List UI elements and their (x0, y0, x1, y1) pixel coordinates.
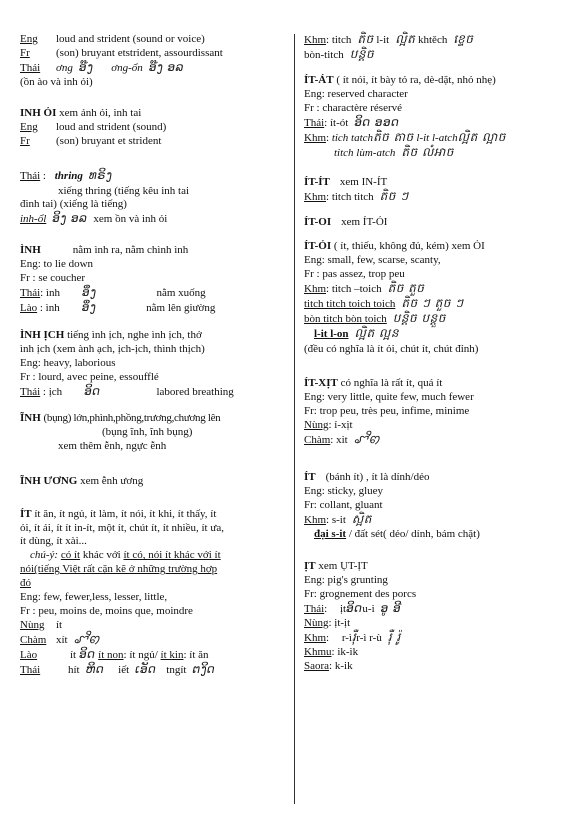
gloss: (ồn ào và inh ỏi) (20, 76, 93, 89)
lang-label: Chàm (20, 634, 47, 647)
transliteration: đại s-it (314, 527, 347, 540)
entry-inh: ÌNH nằm ình ra, nằm chình ình Eng: to lie down Fr : se coucher Thái: ình ອິ່ງ nằm xuống Lào : ình ອິ່ງ nằm lên giường (20, 244, 288, 315)
entry-it-khmer-continuation: Khm: titch តិច l-it ល្អិត khtěch ខ្ទេច bòn-titch បន្តិច (304, 32, 474, 62)
transliteration: titch –toich (331, 283, 382, 296)
entry-continuation (20, 33, 288, 89)
definition: xem ÍT-ỎI (341, 215, 388, 228)
gloss: Fr: trop peu, très peu, infime, minime (304, 405, 470, 418)
column-divider (294, 34, 295, 804)
thai-script: ເອັດ (135, 662, 157, 677)
transliteration: ịt (339, 603, 347, 616)
khmer-script: តិច ៗ (379, 188, 409, 203)
transliteration: ình (45, 302, 60, 315)
headword: ỊT (304, 560, 316, 573)
transliteration: l-it l-on (314, 328, 349, 341)
transliteration: ỉ-xịt (334, 419, 353, 431)
entry-it-xit: ÍT-XỊT có nghĩa là rất ít, quá ít Eng: very little, quite few, much fewer Fr: trop peu, très peu, infime, minime Nùng: ỉ-xịt Chàm: xit ꨧꨪꩅ (304, 377, 562, 447)
khmer-script: តិច ៗ តួច ៗ (401, 296, 464, 311)
lang-label: Thái (304, 117, 325, 129)
definition: xem IN-ÍT (339, 175, 388, 188)
entry-it-it: ÍT-ÍT xem IN-ÍT Khm: titch titch តិច ៗ (304, 175, 409, 203)
headword: ÍT (304, 470, 316, 483)
transliteration: thring (54, 170, 83, 183)
thai-script: ຕງິດ (192, 662, 216, 677)
note-text: có ít (60, 549, 81, 562)
entry-inh-bung (20, 412, 288, 453)
transliteration: ịt-ịt (334, 617, 351, 630)
gloss: Fr : se coucher (20, 272, 86, 285)
transliteration: ơng-ổn (111, 62, 143, 75)
transliteration: ơng (56, 62, 73, 75)
gloss: xem ồn và inh ỏi (93, 213, 168, 226)
definition: (bánh ít) , ít là dính/dẻo (325, 470, 430, 483)
transliteration: xit (336, 433, 348, 446)
transliteration: bòn titch bòn toich (304, 313, 387, 326)
headword: ÍT-OI (304, 215, 332, 228)
definition: ít dùng, ít xài... (20, 535, 87, 548)
gloss: đinh tai) (xiếng là tiếng) (20, 198, 127, 211)
transliteration: ít non (98, 649, 124, 662)
gloss: nằm lên giường (146, 302, 216, 315)
gloss: : ít ngủ/ (123, 649, 158, 662)
gloss: Eng: heavy, laborious (20, 356, 116, 369)
definition: ít ăn, ít ngủ, ít làm, ít nói, ít khi, ít thấy, ít (34, 507, 217, 520)
thai-script: ອູ ອີ (380, 601, 402, 616)
headword: ÍT-ÁT (304, 74, 334, 87)
gloss: Fr : peu, moins de, moins que, moindre (20, 605, 193, 618)
khmer-script: ស្អិត (351, 511, 372, 526)
note-text: đó (20, 577, 31, 590)
headword: ÌNH ỊCH (20, 328, 65, 341)
right-column (304, 32, 562, 683)
lang-label: Khm (304, 190, 326, 203)
khmer-script: រ៉ឺ (351, 630, 357, 645)
lang-label: Khm (304, 632, 326, 645)
thai-script: ທຣິງ (88, 168, 113, 183)
transliteration: ik-ik (337, 646, 359, 659)
transliteration: titch titch (331, 190, 374, 203)
definition: ( ít nói, ít bày tỏ ra, dè-dặt, nhỏ nhẹ) (336, 74, 496, 87)
gloss: xiếng thring (tiếng kêu inh tai (58, 184, 190, 197)
gloss: (bụng ĩnh, ĩnh bụng) (102, 426, 193, 439)
definition: tiếng ình ịch, nghe ình ịch, thở (67, 328, 202, 341)
khmer-script: រ៉ឺ រ៉ូ (387, 630, 401, 645)
headword: ĨNH ƯƠNG (20, 474, 78, 487)
entry-it-banh: ÍT (bánh ít) , ít là dính/dẻo Eng: sticky, gluey Fr: collant, gluant Khm: s-it ស្អិត đại s-it / đất sét( dẻo/ dính, bám chặt) (304, 471, 562, 541)
headword: ÍT-XỊT (304, 377, 338, 390)
gloss: Fr: collant, gluant (304, 498, 383, 511)
entry-it (20, 508, 288, 677)
transliteration: bòn-titch (304, 49, 344, 62)
transliteration: u-i (362, 603, 375, 616)
thai-script: ຫິດ (85, 662, 105, 677)
gloss: (son) bruyant etstrident, assourdissant (56, 47, 223, 60)
transliteration: ịch (48, 385, 63, 398)
transliteration: ình (45, 287, 61, 299)
transliteration: tngít (166, 664, 187, 677)
cham-script: ꨧꨪꩅ (73, 632, 100, 647)
gloss: Fr : lourd, avec peine, essoufflé (20, 370, 159, 383)
lang-label: Lào (20, 649, 38, 662)
entry-it-pig: ỊT xem ỤT-ỊT Eng: pig's grunting Fr: grognement des porcs Thái: ịtອິດu-i ອູ ອີ Nùng: ịt-ịt Khm: r-ìរ៉ឺr-ì r-ù រ៉ឺ រ៉ូ Khmu: ik-ik Saora: k-ik (304, 560, 562, 673)
lao-script: ອິດ (79, 647, 96, 662)
lang-label: inh-ổl (20, 213, 47, 226)
transliteration: iết (118, 664, 130, 677)
definition: ỏi, ít ái, ít ít in-ít, một ít, chút ít, ít nhiều, ít ưa, (20, 521, 224, 534)
entry-it-at: ÍT-ÁT ( ít nói, ít bày tỏ ra, dè-dặt, nhỏ nhẹ) Eng: reserved character Fr : charactère réservé Thái: ít-ót ອິດ ອອດ Khm: tich tatchតិច តាច l-it l-atchល្អិត ល្អាច titch lùm-atch តិច លំអាច (304, 74, 562, 160)
gloss: Eng: very little, quite few, much fewer (304, 391, 474, 404)
thai-script: ອິດ (346, 601, 363, 616)
lang-label: Fr (20, 134, 30, 147)
khmer-script: ល្អិត ល្អាច (457, 130, 506, 145)
gloss: Fr : charactère réservé (304, 102, 403, 115)
gloss: ình ịch (xem ành ạch, ịch-ịch, thình thịch) (20, 342, 205, 355)
lang-label: Fr (20, 47, 30, 60)
gloss: Eng: small, few, scarse, scanty, (304, 254, 441, 267)
lang-label: Nùng (20, 619, 45, 632)
gloss: nằm xuống (156, 287, 206, 299)
khmer-script: តិច លំអាច (401, 145, 454, 160)
note-label: chú-ý: (30, 549, 59, 562)
transliteration: tich tatch (331, 132, 374, 145)
transliteration: titch lùm-atch (334, 147, 396, 160)
gloss: Eng: sticky, gluey (304, 484, 384, 497)
lang-label: Thái (20, 385, 41, 398)
lang-label: Thái (20, 287, 41, 299)
khmer-script: ល្អិត (395, 32, 416, 47)
lang-label: Eng (20, 33, 38, 46)
thai-script: ອິງ ອລ (52, 211, 88, 226)
lang-label: Khm (304, 34, 326, 47)
khmer-script: បន្តិច បន្តួច (392, 311, 446, 326)
headword: INH ỎI (20, 106, 57, 119)
thai-script: ອິ່ງ (82, 285, 97, 299)
note-text: khác với (82, 549, 121, 562)
lang-label: Eng (20, 120, 38, 133)
gloss: Fr : pas assez, trop peu (304, 268, 405, 281)
transliteration: k-ik (334, 660, 353, 673)
gloss: Eng: to lie down (20, 258, 94, 271)
definition: xem ỤT-ỊT (318, 560, 368, 573)
entry-inh-ich: ÌNH ỊCH tiếng ình ịch, nghe ình ịch, thở ình ịch (xem ành ạch, ịch-ịch, thình thịch) Eng: heavy, laborious Fr : lourd, avec peine, essoufflé Thái : ịch ອິດ labored breathing (20, 329, 288, 399)
lang-label: Thái (20, 170, 41, 183)
thai-script: ອ໊ງ (78, 60, 94, 75)
lang-label: Khm (304, 132, 326, 145)
headword: ÌNH (20, 244, 41, 257)
entry-it-oi-ref (304, 216, 562, 229)
transliteration: r-ì (341, 632, 352, 645)
transliteration: ít-ót (329, 117, 349, 129)
definition: xem ảnh ỏi, inh tai (59, 106, 142, 119)
cham-script: ꨧꨪꩅ (353, 431, 380, 446)
lang-label: Saora (304, 660, 330, 673)
khmer-script: បន្តិច (349, 47, 375, 62)
entry-inh-uong (20, 475, 288, 488)
definition: có nghĩa là rất ít, quá ít (340, 377, 443, 390)
transliteration: khtěch (418, 34, 448, 47)
lang-label: Chàm (304, 433, 331, 446)
note-text: ít có, nói ít khác với ít (123, 549, 221, 562)
gloss: Eng: reserved character (304, 88, 408, 101)
transliteration: ít kin (160, 649, 184, 662)
transliteration: hít (68, 664, 80, 677)
gloss: loud and strident (sound) (56, 120, 167, 133)
gloss: Eng: pig's grunting (304, 574, 388, 587)
gloss: loud and strident (sound or voice) (56, 33, 205, 46)
lang-label: Nùng (304, 419, 329, 431)
headword: ÍT-ỎI (304, 240, 332, 253)
lang-label: Khm (304, 513, 326, 526)
transliteration: l-it (376, 34, 390, 47)
thai-script: ອິດ (84, 383, 101, 398)
thai-script: ອິດ ອອດ (354, 115, 400, 129)
headword: ĨNH (20, 412, 41, 425)
transliteration: titch (331, 34, 352, 47)
khmer-script: តិច (357, 32, 374, 47)
lang-label: Nùng (304, 617, 329, 630)
lang-label: Thái (20, 62, 41, 75)
transliteration: s-it (331, 513, 346, 526)
thai-script: ອ໊ງ ອລ (148, 60, 184, 75)
headword: ÍT (20, 507, 32, 520)
lang-label: Khm (304, 283, 326, 296)
transliteration: r-ì r-ù (356, 632, 382, 645)
gloss: xem thêm ễnh, ngực ễnh (58, 440, 167, 453)
left-column (20, 32, 288, 687)
gloss: (đều có nghĩa là ít ỏi, chút ít, chút đỉnh) (304, 342, 479, 355)
lang-label: Khmu (304, 646, 332, 659)
gloss: / đất sét( dẻo/ dính, bám chặt) (348, 527, 480, 540)
headword: ÍT-ÍT (304, 175, 330, 188)
definition: xem ễnh ương (80, 474, 144, 487)
khmer-script: ល្អិត ល្អន (354, 326, 399, 341)
khmer-script: តិច តាច (373, 130, 414, 145)
gloss: Fr: grognement des porcs (304, 588, 417, 601)
gloss: : ít ăn (183, 649, 209, 662)
transliteration: ít (70, 649, 77, 662)
entry-inh-oi (20, 107, 288, 148)
transliteration: titch titch toich toich (304, 298, 396, 311)
transliteration: ít (56, 619, 63, 632)
note-text: nói(tiếng Việt rất cặn kẽ ở những trường hợp (20, 563, 218, 576)
gloss: (son) bruyant et strident (56, 134, 162, 147)
entry-thai-thring: Thái : thring ທຣິງ xiếng thring (tiếng kêu inh tai đinh tai) (xiếng là tiếng) inh-ổl ອິງ ອລ xem ồn và inh ỏi (20, 169, 288, 226)
gloss: labored breathing (156, 385, 234, 398)
transliteration: l-it l-atch (416, 132, 458, 145)
lang-label: Thái (304, 603, 325, 616)
entry-it-oi: ÍT-ỎI ( ít, thiếu, không đủ, kém) xem ỎI Eng: small, few, scarse, scanty, Fr : pas assez, trop peu Khm: titch –toich តិច តួច titch titch toich toich តិច ៗ តួច ៗ bòn titch bòn toich បន្តិច បន្តួច l-it l-on ល្អិត ល្អន (đều có nghĩa là ít ỏi, chút ít, chút đỉnh) (304, 240, 562, 355)
lao-script: ອິ່ງ (81, 300, 97, 315)
gloss: Eng: few, fewer,less, lesser, little, (20, 591, 168, 604)
transliteration: xít (56, 634, 68, 647)
definition: ( ít, thiếu, không đủ, kém) xem ỎI (333, 240, 485, 253)
lang-label: Thái (20, 664, 41, 677)
khmer-script: តិច តួច (387, 281, 425, 296)
definition: (bụng) lớn,phình,phồng,trương,chương lên (43, 412, 221, 425)
khmer-script: ខ្ទេច (453, 32, 474, 47)
lang-label: Lào (20, 302, 38, 315)
definition: nằm ình ra, nằm chình ình (72, 244, 189, 257)
